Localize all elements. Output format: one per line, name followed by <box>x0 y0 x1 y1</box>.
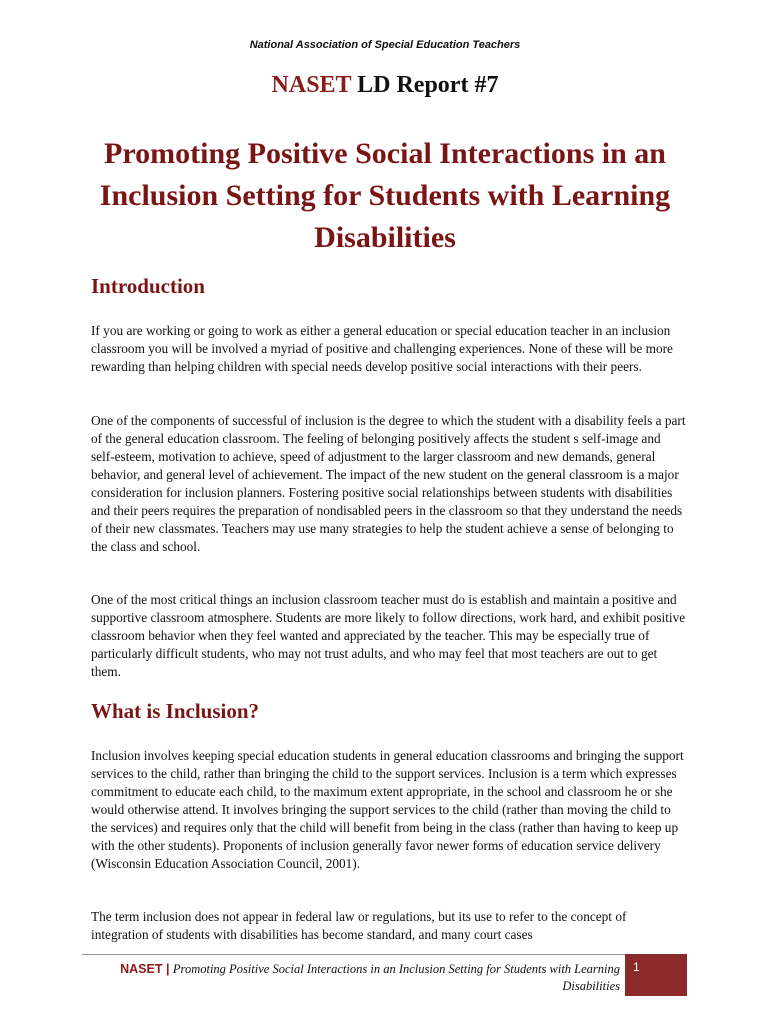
footer-title: Promoting Positive Social Interactions in an Inclusion Setting for Students with Learning Disabilities <box>172 962 620 993</box>
paragraph: Inclusion involves keeping special education students in general education classrooms and bringing the support services to the child, rather than bringing the child to the support services. Inclusion is a term which expresses commitment to educate each child, to the maximum extent appropriate, in the school and classroom he or she would otherwise attend. It involves bringing the support services to the child (rather than moving the child to the services) and requires only that the child will benefit from being in the class (rather than having to keep up with the other students). Proponents of inclusion generally favor newer forms of education service delivery (Wisconsin Education Association Council, 2001). <box>91 748 684 871</box>
paragraph: The term inclusion does not appear in federal law or regulations, but its use to refer to the concept of integration of students with disabilities has become standard, and many court cases <box>91 909 627 942</box>
footer-org: NASET <box>120 962 163 976</box>
section-heading-what-is-inclusion: What is Inclusion? <box>91 699 260 723</box>
paragraph: One of the most critical things an inclusion classroom teacher must do is establish and maintain a positive and supportive classroom atmosphere. Students are more likely to follow directions, work hard, and exhibit positive classroom behavior when they feel wanted and appreciated by the teacher. This may be especially true of particularly difficult students, who may not trust adults, and who may feel that most teachers are out to get them. <box>91 592 686 679</box>
page-number-box <box>625 954 687 996</box>
page-number: 1 <box>633 960 640 974</box>
report-title <box>0 72 770 99</box>
footer-divider <box>82 954 686 955</box>
report-title-rest: LD Report #7 <box>351 72 499 98</box>
running-footer <box>100 961 620 995</box>
report-title-accent: NASET <box>271 72 352 98</box>
paragraph: One of the components of successful of inclusion is the degree to which the student with a disability feels a part of the general education classroom. The feeling of belonging positively affects the student s self-image and self-esteem, motivation to achieve, speed of adjustment to the larger classroom and new demands, general behavior, and general level of achievement. The impact of the new student on the general classroom is a major consideration for inclusion planners. Fostering positive social relationships between students with disabilities and their peers requires the preparation of nondisabled peers in the classroom so that they understand the needs of their new classmates. Teachers may use many strategies to help the student achieve a sense of belonging to the class and school. <box>91 413 686 554</box>
footer-separator: | <box>162 962 173 976</box>
paragraph: If you are working or going to work as either a general education or special education teacher in an inclusion classroom you will be involved a myriad of positive and challenging experiences. None of these will be more rewarding than helping children with special needs develop positive social interactions with their peers. <box>91 323 673 374</box>
document-title: Promoting Positive Social Interactions in an Inclusion Setting for Students with Learning Disabilities <box>99 137 671 254</box>
running-header: National Association of Special Education Teachers <box>249 39 521 51</box>
section-heading-introduction: Introduction <box>91 274 205 298</box>
